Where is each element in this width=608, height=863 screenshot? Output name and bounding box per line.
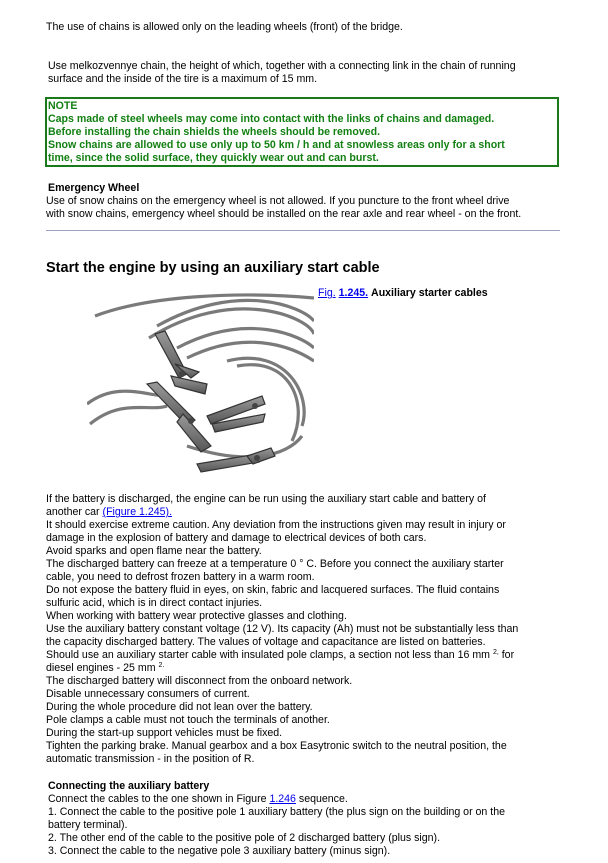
- figure-link-number[interactable]: 1.245.: [338, 287, 369, 299]
- procedure-text: [46, 493, 566, 766]
- body-line: When working with battery wear protective glasses and clothing.: [46, 610, 347, 622]
- figure-link-prefix[interactable]: Fig.: [318, 287, 336, 299]
- connecting-section: [48, 780, 568, 858]
- body-line: Tighten the parking brake. Manual gearbox and a box Easytronic switch to the neutral position, the: [46, 740, 507, 752]
- section-divider: [46, 230, 560, 231]
- note-line: time, since the solid surface, they quickly wear out and can burst.: [48, 152, 379, 164]
- body-line: It should exercise extreme caution. Any deviation from the instructions given may result in injury or: [46, 519, 506, 531]
- body-line: damage in the explosion of battery and damage to electrical devices of both cars.: [46, 532, 427, 544]
- superscript: 2,: [492, 649, 499, 656]
- connecting-line-text: sequence.: [295, 793, 348, 805]
- emergency-line: Use of snow chains on the emergency wheel is not allowed. If you puncture to the front wheel drive: [46, 195, 510, 207]
- body-line-text: diesel engines - 25 mm: [46, 662, 159, 674]
- note-line: Snow chains are allowed to use only up to 50 km / h and at snowless areas only for a short: [48, 139, 505, 151]
- body-line: The discharged battery can freeze at a temperature 0 ° C. Before you connect the auxiliary starter: [46, 558, 504, 570]
- connecting-line: 3. Connect the cable to the negative pole 3 auxiliary battery (minus sign).: [48, 845, 391, 857]
- body-line: If the battery is discharged, the engine can be run using the auxiliary start cable and battery of: [46, 493, 486, 505]
- body-line: Do not expose the battery fluid in eyes, on skin, fabric and lacquered surfaces. The fluid contains: [46, 584, 500, 596]
- note-line: Caps made of steel wheels may come into contact with the links of chains and damaged.: [48, 113, 495, 125]
- body-line: [46, 506, 566, 519]
- note-line: Before installing the chain shields the wheels should be removed.: [48, 126, 381, 138]
- chains-leading-text: The use of chains is allowed only on the leading wheels (front) of the bridge.: [46, 21, 403, 33]
- body-line: Pole clamps a cable must not touch the terminals of another.: [46, 714, 330, 726]
- chain-height-line: surface and the inside of the tire is a maximum of 15 mm.: [48, 73, 318, 85]
- body-line: [46, 649, 566, 662]
- note-box: [45, 97, 559, 167]
- connecting-line: [48, 793, 568, 806]
- emergency-line: with snow chains, emergency wheel should be installed on the rear axle and rear wheel - on the front.: [46, 208, 522, 220]
- body-line: the capacity discharged battery. The values of voltage and capacitance are listed on batteries.: [46, 636, 486, 648]
- chain-height-text: [48, 60, 568, 86]
- figure-caption-text: Auxiliary starter cables: [371, 287, 488, 299]
- body-line-text: Should use an auxiliary starter cable with insulated pole clamps, a section not less than 16 mm: [46, 649, 493, 661]
- note-title: NOTE: [48, 100, 78, 112]
- superscript: 2.: [158, 662, 165, 669]
- emergency-heading: Emergency Wheel: [48, 182, 140, 194]
- chain-height-line: Use melkozvennye chain, the height of which, together with a connecting link in the chain of running: [48, 60, 516, 72]
- connecting-line: 1. Connect the cable to the positive pole 1 auxiliary battery (the plus sign on the building or on the: [48, 806, 505, 818]
- figure-ref-link[interactable]: (Figure 1.245).: [102, 506, 173, 518]
- body-line: automatic transmission - in the position of R.: [46, 753, 255, 765]
- figure-ref-link[interactable]: 1.246: [269, 793, 296, 805]
- body-line: cable, you need to defrost frozen battery in a warm room.: [46, 571, 315, 583]
- body-line-text: another car: [46, 506, 103, 518]
- body-line-text: for: [498, 649, 515, 661]
- body-line: During the start-up support vehicles must be fixed.: [46, 727, 283, 739]
- body-line: The discharged battery will disconnect from the onboard network.: [46, 675, 353, 687]
- connecting-line: 2. The other end of the cable to the positive pole of 2 discharged battery (plus sign).: [48, 832, 441, 844]
- section-title: Start the engine by using an auxiliary start cable: [46, 260, 380, 276]
- figure-caption: [318, 287, 488, 300]
- body-line: Use the auxiliary battery constant voltage (12 V). Its capacity (Ah) must not be substantially less than: [46, 623, 519, 635]
- connecting-heading: Connecting the auxiliary battery: [48, 780, 210, 792]
- body-line: During the whole procedure did not lean over the battery.: [46, 701, 313, 713]
- body-line: Avoid sparks and open flame near the battery.: [46, 545, 262, 557]
- body-line: Disable unnecessary consumers of current.: [46, 688, 250, 700]
- connecting-line-text: Connect the cables to the one shown in Figure: [48, 793, 270, 805]
- body-line: [46, 662, 566, 675]
- connecting-line: battery terminal).: [48, 819, 128, 831]
- body-line: sulfuric acid, which is in direct contact injuries.: [46, 597, 263, 609]
- jumper-cables-illustration: [87, 286, 314, 481]
- emergency-section: [48, 182, 568, 221]
